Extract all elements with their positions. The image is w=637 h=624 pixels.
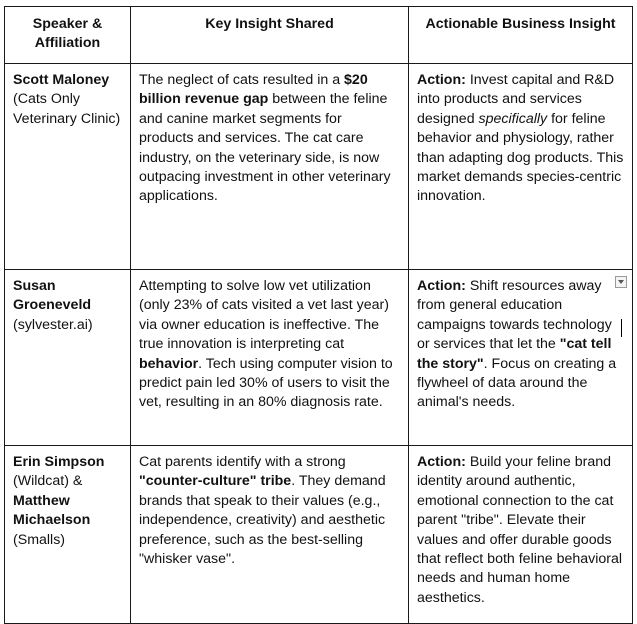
action-emphasis: specifically: [478, 110, 548, 127]
action-highlight: "cat tell the story": [417, 336, 612, 372]
action-cell[interactable]: [409, 270, 633, 446]
chevron-down-icon: [618, 280, 624, 284]
insight-highlight: behavior: [139, 355, 199, 372]
header-speaker[interactable]: Speaker & Affiliation: [5, 7, 131, 64]
speaker-affiliation: (Wildcat) &: [13, 473, 83, 490]
insight-highlight: $20 billion revenue gap: [139, 72, 368, 108]
speaker-cell[interactable]: [5, 64, 131, 270]
insight-text: between the feline and canine market segments for products and services. The cat care industry, on the veterinary side, is now outpacing investment in other veterinary applications.: [139, 91, 391, 205]
insight-cell[interactable]: [131, 270, 409, 446]
text-cursor: [621, 319, 623, 337]
speaker-name: Matthew Michaelson: [13, 492, 91, 529]
insight-cell[interactable]: [131, 446, 409, 624]
speaker-affiliation: (Cats Only Veterinary Clinic): [13, 91, 121, 127]
action-label: Action:: [417, 278, 466, 294]
insight-text: . Tech using computer vision to predict pain led 30% of users to visit the vet, resulting in an 80% diagnosis rate.: [139, 355, 393, 411]
action-text: for feline behavior and physiology, rather than adapting dog products. This market demands species-centric innovation.: [417, 110, 624, 205]
action-cell[interactable]: [409, 446, 633, 624]
action-text: Build your feline brand identity around authentic, emotional connection to the cat parent "tribe". Elevate their values and offer durable goods that reflect both feline behavioral needs and human home aesthetics.: [417, 454, 623, 606]
table-row: [5, 270, 633, 446]
header-action[interactable]: Actionable Business Insight: [409, 7, 633, 64]
header-insight[interactable]: Key Insight Shared: [131, 7, 409, 64]
insight-cell[interactable]: [131, 64, 409, 270]
action-text: Invest capital and R&D into products and services designed: [417, 72, 615, 127]
speaker-cell[interactable]: [5, 446, 131, 624]
insight-highlight: "counter-culture" tribe: [139, 473, 292, 490]
action-cell[interactable]: [409, 64, 633, 270]
speaker-cell[interactable]: [5, 270, 131, 446]
insight-text: The neglect of cats resulted in a: [139, 72, 345, 88]
action-label: Action:: [417, 454, 466, 470]
action-text: Shift resources away from general education campaigns towards technology or services that let the: [417, 278, 612, 353]
action-label: Action:: [417, 72, 466, 88]
table-row: [5, 64, 633, 270]
speaker-affiliation: (Smalls): [13, 531, 66, 548]
speaker-name: Susan Groeneveld: [13, 278, 92, 314]
cell-dropdown-button[interactable]: [615, 276, 627, 288]
insight-text: Cat parents identify with a strong: [139, 454, 346, 470]
insight-text: Attempting to solve low vet utilization (only 23% of cats visited a vet last year) via owner education is ineffective. The true innovation is interpreting cat: [139, 278, 389, 353]
insights-table: [4, 6, 633, 624]
table-row: [5, 446, 633, 624]
insight-text: . They demand brands that speak to their values (e.g., independence, creativity) and aesthetic preference, such as the best-selling "whisker vase".: [139, 473, 386, 568]
header-row: [5, 7, 633, 64]
speaker-affiliation: (sylvester.ai): [13, 316, 93, 333]
speaker-name: Erin Simpson: [13, 454, 105, 470]
speaker-name: Scott Maloney: [13, 72, 110, 88]
action-text: . Focus on creating a flywheel of data around the animal's needs.: [417, 355, 617, 411]
